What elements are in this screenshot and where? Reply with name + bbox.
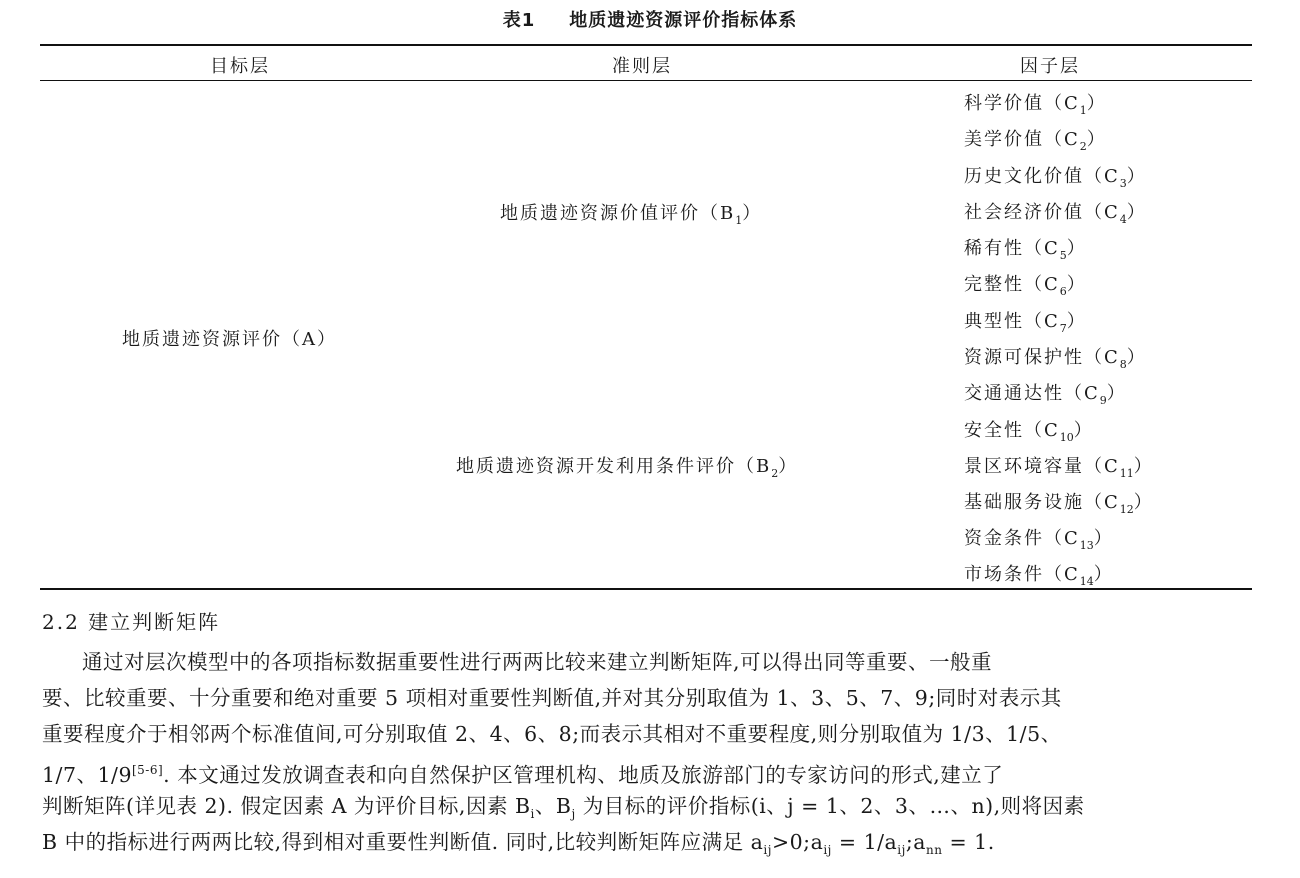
- paragraph-line: 要、比较重要、十分重要和绝对重要 5 项相对重要性判断值,并对其分别取值为 1、3、5、7、9;同时对表示其: [42, 686, 1062, 710]
- factor-row: 基础服务设施$(C_{12})$: [964, 492, 1152, 516]
- factor-row: 资源可保护性$(C_8)$: [964, 347, 1145, 371]
- body-paragraph: [42, 644, 1252, 860]
- table-header-rule: [40, 80, 1252, 81]
- factor-row: 社会经济价值$(C_4)$: [964, 202, 1145, 226]
- header-factor-layer: 因子层: [1020, 56, 1080, 77]
- factor-row: 资金条件$(C_{13})$: [964, 528, 1112, 552]
- criteria-label: 地质遗迹资源价值评价（B: [500, 203, 736, 224]
- factor-row: 安全性$(C_{10})$: [964, 420, 1092, 444]
- factor-row: 科学价值$(C_1)$: [964, 93, 1105, 117]
- factor-row: 稀有性$(C_5)$: [964, 238, 1085, 262]
- factor-row: 市场条件$(C_{14})$: [964, 564, 1112, 588]
- factor-row: 交通通达性$(C_9)$: [964, 383, 1125, 407]
- factor-row: 典型性$(C_7)$: [964, 311, 1085, 335]
- paragraph-line: B 中的指标进行两两比较,得到相对重要性判断值. 同时,比较判断矩阵应满足 $a_{ij}>0;a_{ij}$ = $1/a_{ij};a_{nn} = 1$.: [42, 830, 995, 857]
- criteria-label: 地质遗迹资源开发利用条件评价（B: [456, 456, 772, 477]
- criteria-cell-b2: [456, 452, 796, 480]
- table-bottom-rule: [40, 588, 1252, 590]
- factor-row: 完整性$(C_6)$: [964, 274, 1085, 298]
- paragraph-line: 通过对层次模型中的各项指标数据重要性进行两两比较来建立判断矩阵,可以得出同等重要、一般重: [82, 650, 993, 674]
- target-cell: 地质遗迹资源评价（A）: [122, 329, 337, 350]
- criteria-cell-b1: [500, 199, 760, 227]
- citation-ref: [5-6]: [131, 763, 164, 777]
- factor-row: 美学价值$(C_2)$: [964, 129, 1105, 153]
- factor-row: 景区环境容量$(C_{11})$: [964, 456, 1152, 480]
- factor-row: 历史文化价值$(C_3)$: [964, 166, 1145, 190]
- table-title: 地质遗迹资源评价指标体系: [569, 10, 798, 31]
- header-criteria-layer: 准则层: [612, 56, 672, 77]
- criteria-subscript: 1: [735, 214, 743, 227]
- paragraph-line: 重要程度介于相邻两个标准值间,可分别取值 2、4、6、8;而表示其相对不重要程度,则分别取值为 1/3、1/5、: [42, 722, 1062, 746]
- criteria-close: ）: [742, 203, 761, 224]
- paragraph-line: 判断矩阵(详见表 2). 假定因素 A 为评价目标,因素 $B_i$、$B_j$ 为目标的评价指标(i、j = 1、2、3、…、n),则将因素: [42, 794, 1085, 821]
- criteria-subscript: 2: [771, 467, 779, 480]
- section-heading: 2.2 建立判断矩阵: [42, 610, 221, 634]
- table-caption: [0, 6, 1300, 32]
- header-target-layer: 目标层: [210, 56, 270, 77]
- paragraph-line: 1/7、1/9[5-6]. 本文通过发放调查表和向自然保护区管理机构、地质及旅游部门的专家访问的形式,建立了: [42, 763, 1004, 787]
- criteria-close: ）: [778, 456, 797, 477]
- table-top-rule: [40, 44, 1252, 46]
- table-number: 表1: [502, 10, 536, 31]
